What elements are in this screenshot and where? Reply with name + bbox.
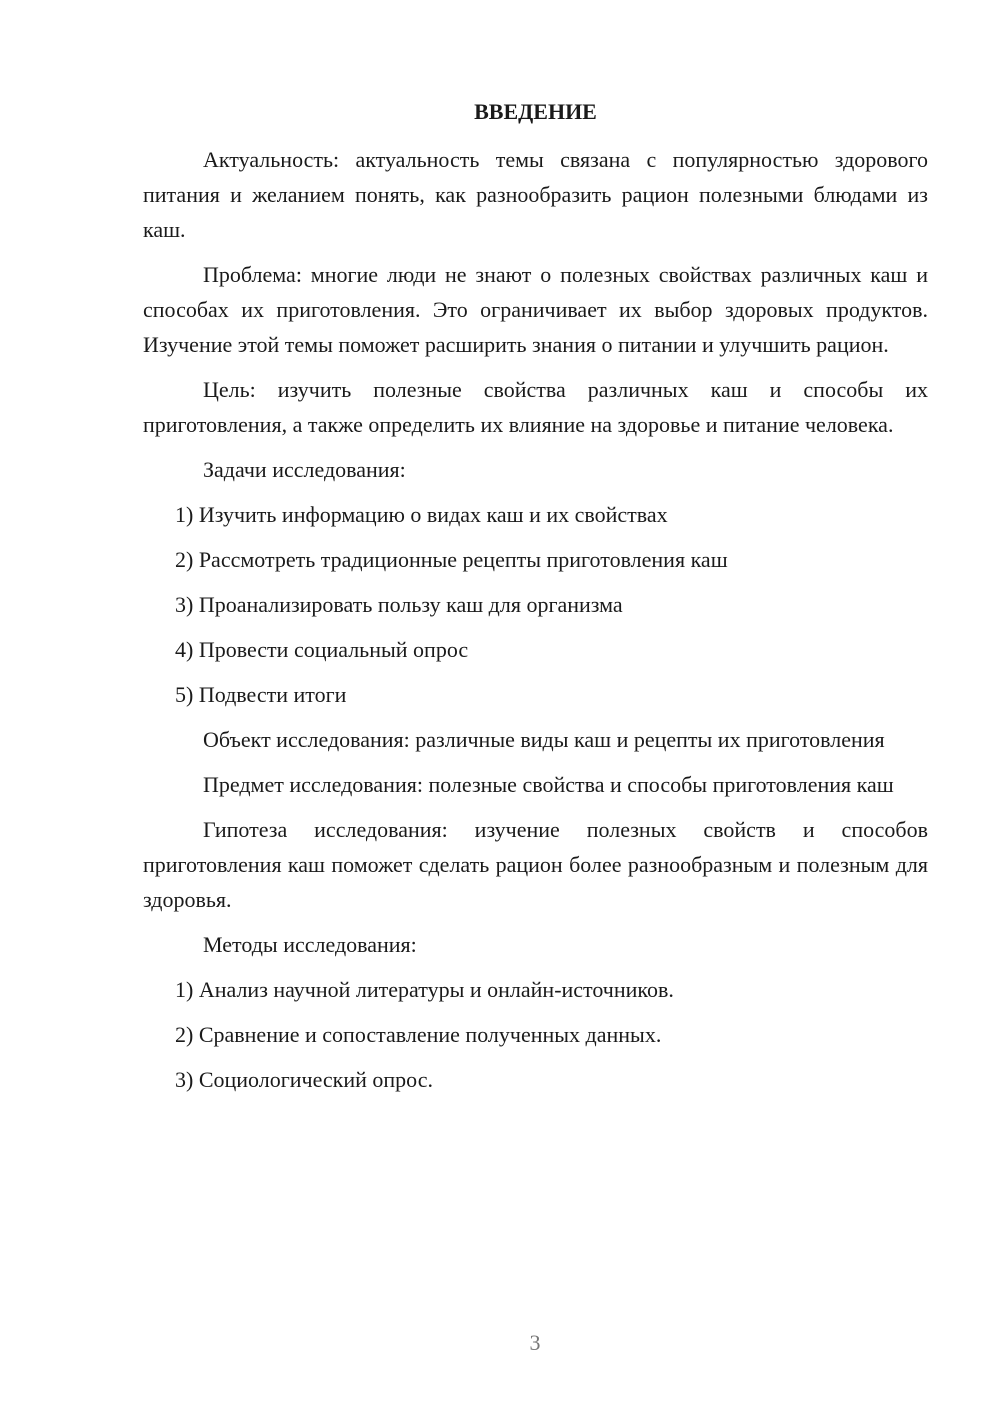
methods-list: [143, 972, 928, 1097]
problem-paragraph: Проблема: многие люди не знают о полезных свойствах различных каш и способах их приготовления. Это ограничивает их выбор здоровых продуктов. Изучение этой темы поможет расширить знания о питании и улучшить рацион.: [143, 262, 928, 357]
list-item: 3) Проанализировать пользу каш для организма: [175, 592, 623, 617]
list-item: 1) Изучить информацию о видах каш и их свойствах: [175, 502, 668, 527]
list-item: 2) Рассмотреть традиционные рецепты приготовления каш: [175, 547, 728, 572]
section-title: ВВЕДЕНИЕ: [474, 99, 597, 124]
subject-paragraph: Предмет исследования: полезные свойства и способы приготовления каш: [203, 772, 894, 797]
page-number: 3: [529, 1330, 541, 1355]
tasks-list: [143, 497, 928, 712]
hypothesis-paragraph: Гипотеза исследования: изучение полезных свойств и способов приготовления каш поможет сделать рацион более разнообразным и полезным для здоровья.: [143, 817, 928, 912]
relevance-paragraph: Актуальность: актуальность темы связана с популярностью здорового питания и желанием понять, как разнообразить рацион полезными блюдами из каш.: [143, 147, 928, 242]
list-item: 5) Подвести итоги: [175, 682, 347, 707]
object-paragraph: Объект исследования: различные виды каш и рецепты их приготовления: [203, 727, 885, 752]
methods-heading: Методы исследования:: [203, 932, 417, 957]
list-item: 3) Социологический опрос.: [175, 1067, 433, 1092]
tasks-heading: Задачи исследования:: [203, 457, 406, 482]
goal-paragraph: Цель: изучить полезные свойства различных каш и способы их приготовления, а также определить их влияние на здоровье и питание человека.: [143, 377, 928, 437]
list-item: 4) Провести социальный опрос: [175, 637, 469, 662]
list-item: 1) Анализ научной литературы и онлайн-источников.: [175, 977, 674, 1002]
document-page: [143, 94, 928, 1107]
list-item: 2) Сравнение и сопоставление полученных данных.: [175, 1022, 662, 1047]
